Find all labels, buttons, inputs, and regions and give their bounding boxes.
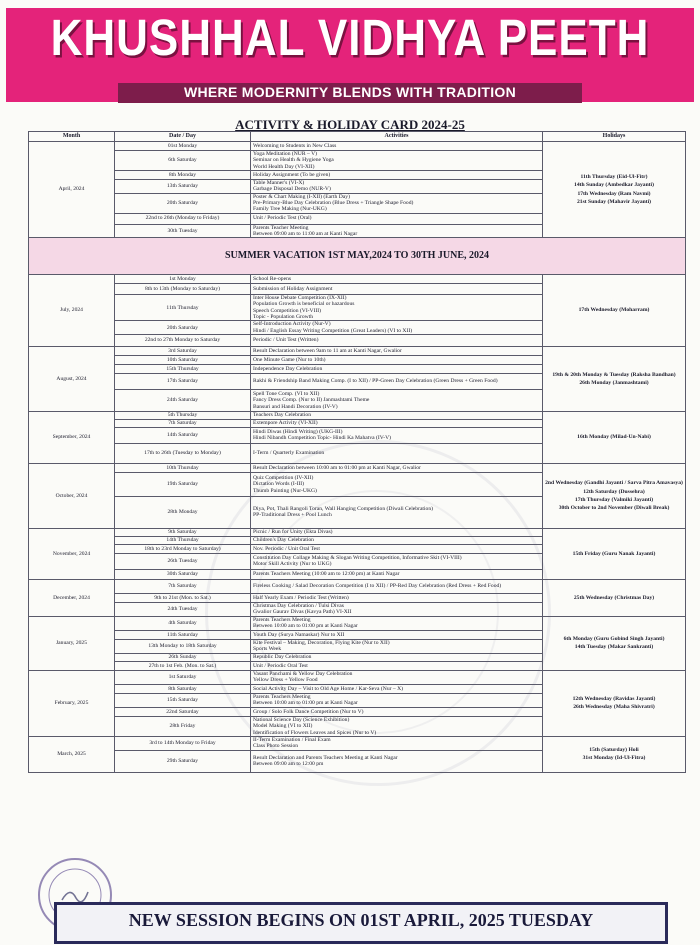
activity-line: Fireless Cooking / Salad Decoration Competition (I to XII) / PP-Red Day Celebration (Red Dress + Red Food)	[253, 583, 502, 590]
month-cell: January, 2025	[29, 616, 115, 670]
activity-cell	[251, 180, 543, 194]
activity-cell	[251, 295, 543, 321]
activity-cell	[251, 536, 543, 544]
date-cell: 17th to 26th (Tuesday to Monday)	[115, 443, 251, 463]
holiday-item: 17th Wednesday (Ram Navmi)	[577, 190, 651, 197]
activity-cell	[251, 443, 543, 463]
activity-cell	[251, 630, 543, 639]
activity-line: Spell Tone Comp. (VI to XII)	[253, 391, 320, 398]
date-cell: 30th Saturday	[115, 569, 251, 579]
activity-line: Group / Solo Folk Dance Competition (Nur to V)	[253, 708, 364, 715]
activity-line: Youth Day (Surya Namaskar) Nur to XII	[253, 631, 345, 638]
month-cell: April, 2024	[29, 142, 115, 238]
date-cell: 7th Saturday	[115, 579, 251, 593]
date-cell: 5th Thursday	[115, 411, 251, 419]
date-cell: 19th Saturday	[115, 472, 251, 496]
table-row	[29, 411, 686, 419]
activity-cell	[251, 427, 543, 443]
activity-line: Bansuri and Handi Decoration (IV-V)	[253, 403, 338, 410]
activity-cell	[251, 284, 543, 295]
month-cell: August, 2024	[29, 346, 115, 411]
activity-line: Gwalior Gaurav Divas (Kavya Path) VI-XII	[253, 609, 352, 616]
activity-cell	[251, 364, 543, 373]
date-cell: 28th Friday	[115, 716, 251, 736]
new-session-text: NEW SESSION BEGINS ON 01ST APRIL, 2025 TUESDAY	[128, 910, 594, 930]
date-cell: 4th Saturday	[115, 616, 251, 630]
activity-line: Quiz Competition (IV-XII)	[253, 475, 314, 482]
holiday-cell	[543, 275, 686, 347]
date-cell: 3rd to 14th Monday to Friday	[115, 736, 251, 750]
col-header-date: Date / Day	[115, 132, 251, 142]
holiday-item: 30th October to 2nd November (Diwali Break)	[558, 505, 670, 512]
activity-line: Periodic / Unit Test (Written)	[253, 337, 319, 344]
date-cell: 26th Tuesday	[115, 553, 251, 569]
activity-line: Thumb Painting (Nur-UKG)	[253, 487, 317, 494]
activity-line: Hindi Nibandh Competition Topic- Hindi Ka Mahatva (IV-V)	[253, 435, 392, 442]
summer-vacation-row	[29, 238, 686, 275]
date-cell: 8th to 13th (Monday to Saturday)	[115, 284, 251, 295]
activity-line: Family Tree Making (Nur-UKG)	[253, 206, 327, 213]
date-cell: 7th Saturday	[115, 419, 251, 427]
activity-cell	[251, 419, 543, 427]
table-row	[29, 463, 686, 472]
summer-vacation-text: SUMMER VACATION 1ST MAY,2024 TO 30TH JUNE, 2024	[29, 238, 686, 275]
activity-line: Seminar on Health & Hygiene Yoga	[253, 157, 334, 164]
holiday-item: 26th Wednesday (Maha Shivratri)	[573, 704, 655, 711]
table-header-row	[29, 132, 686, 142]
date-cell: 10th Thursday	[115, 463, 251, 472]
holiday-item: 15th Friday (Guru Nanak Jayanti)	[572, 550, 656, 557]
date-cell: 29th Saturday	[115, 750, 251, 772]
activity-cell	[251, 321, 543, 335]
activity-line: Submission of Holiday Assignment	[253, 286, 333, 293]
activity-line: School Re-opens	[253, 276, 292, 283]
date-cell: 24th Tuesday	[115, 602, 251, 616]
activity-line: Inter House Debate Competition (IX-XII)	[253, 295, 347, 302]
col-header-month: Month	[29, 132, 115, 142]
holiday-item: 16th Monday (Milad-Un-Nabi)	[577, 434, 651, 441]
activity-line: Unit / Periodic Oral Test	[253, 662, 308, 669]
month-cell: July, 2024	[29, 275, 115, 347]
holiday-item: 2nd Wednesday (Gandhi Jayanti / Sarva Pitra Amavasya)	[545, 480, 683, 487]
activity-cell	[251, 142, 543, 151]
activity-line: Children's Day Celebration	[253, 537, 314, 544]
activity-line: Result Declaration between 10:00 am to 01:00 pm at Kanti Nagar, Gwalior	[253, 464, 421, 471]
date-cell: 27th to 1st Feb. (Mon. to Sat.)	[115, 661, 251, 670]
activity-cell	[251, 579, 543, 593]
activity-line: Poster & Chart Making (I-XII) (Earth Day)	[253, 193, 350, 200]
activity-line: Motor Skill Activity (Nur to UKG)	[253, 561, 332, 568]
date-cell: 14th Saturday	[115, 427, 251, 443]
activity-cell	[251, 389, 543, 411]
activity-cell	[251, 373, 543, 389]
holiday-item: 15th (Saturday) Holi	[589, 747, 639, 754]
table-row	[29, 736, 686, 750]
tagline-bar	[118, 83, 582, 103]
activity-line: Nov. Periodic / Unit Oral Test	[253, 545, 320, 552]
activity-cell	[251, 171, 543, 180]
table-row	[29, 616, 686, 630]
activity-line: Between 09:00 am to 12:00 pm	[253, 761, 324, 768]
month-cell: December, 2024	[29, 579, 115, 616]
date-cell: 9th Saturday	[115, 528, 251, 536]
activity-line: PP-Traditional Dress + Pool Lunch	[253, 512, 332, 519]
table-row	[29, 142, 686, 151]
activity-line: Dictation Words (I-III)	[253, 481, 305, 488]
activity-cell	[251, 472, 543, 496]
activity-cell	[251, 670, 543, 684]
holiday-item: 26th Monday (Janmashtami)	[579, 379, 649, 386]
activity-line: Unit / Periodic Test (Oral)	[253, 215, 312, 222]
activity-cell	[251, 528, 543, 536]
school-header-banner	[6, 8, 694, 102]
activity-cell	[251, 213, 543, 224]
activity-line: Yoga Meditation (NUR – V)	[253, 151, 317, 158]
activity-cell	[251, 693, 543, 707]
activity-line: Republic Day Celebration	[253, 654, 312, 661]
activity-cell	[251, 355, 543, 364]
table-row	[29, 528, 686, 536]
holiday-item: 14th Sunday (Ambedkar Jayanti)	[574, 182, 654, 189]
date-cell: 01st Monday	[115, 142, 251, 151]
activity-cell	[251, 653, 543, 661]
activity-line: Picnic / Run for Unity (Ekta Divas)	[253, 529, 333, 536]
date-cell: 17th Saturday	[115, 373, 251, 389]
col-header-holidays: Holidays	[543, 132, 686, 142]
holiday-cell	[543, 411, 686, 463]
activity-cell	[251, 736, 543, 750]
activity-line: II-Term Examination / Final Exam	[253, 737, 331, 744]
activity-line: Constitution Day Collage Making & Slogan Writing Competition, Informative Skit (VI-VIII)	[253, 555, 462, 562]
date-cell: 6th Saturday	[115, 151, 251, 171]
date-cell: 30th Tuesday	[115, 224, 251, 238]
date-cell: 1st Monday	[115, 275, 251, 284]
holiday-item: 17th Thursday (Valmiki Jayanti)	[574, 496, 654, 503]
activity-cell	[251, 661, 543, 670]
holiday-item: 31st Monday (Id-Ul-Fitra)	[582, 755, 646, 762]
activity-line: Kite Festival – Making, Decoration, Flying Kite (Nur to XII)	[253, 640, 390, 647]
holiday-cell	[543, 616, 686, 670]
date-cell: 28th Monday	[115, 496, 251, 528]
activity-line: Self-Introduction Activity (Nur-V)	[253, 321, 331, 328]
month-cell: November, 2024	[29, 528, 115, 579]
holiday-cell	[543, 670, 686, 736]
activity-cell	[251, 707, 543, 716]
activity-line: One Minute Game (Nur to 10th)	[253, 356, 326, 363]
activity-line: Speech Competition (VI-VIII)	[253, 307, 322, 314]
activity-holiday-table	[28, 131, 686, 773]
activity-line: Christmas Day Celebration / Tulsi Divas	[253, 603, 344, 610]
activity-line: Identification of Flowers Leaves and Spices (Nur to V)	[253, 729, 377, 736]
activity-cell	[251, 275, 543, 284]
activity-line: Between 09:00 am to 11:00 am at Kanti Nagar	[253, 230, 358, 237]
holiday-item: 14th Tuesday (Makar Sankranti)	[574, 644, 654, 651]
date-cell: 15th Thursday	[115, 364, 251, 373]
activity-cell	[251, 593, 543, 602]
activity-cell	[251, 346, 543, 355]
activity-line: Hindi / English Essay Writing Competition (Great Leaders) (VI to XII)	[253, 327, 413, 334]
activity-line: Holiday Assignment (To be given)	[253, 171, 331, 178]
school-name: KHUSHHAL VIDHYA PEETH	[50, 10, 650, 67]
activity-line: Welcoming to Students in New Class	[253, 142, 337, 149]
holiday-item: 17th Wednesday (Moharram)	[578, 307, 650, 314]
holiday-item: 12th Wednesday (Ravidas Jayanti)	[572, 696, 656, 703]
month-cell: October, 2024	[29, 463, 115, 528]
holiday-item: 25th Wednesday (Christmas Day)	[573, 594, 655, 601]
activity-line: Half Yearly Exam / Periodic Test (Written)	[253, 594, 349, 601]
date-cell: 13th Monday to 18th Saturday	[115, 639, 251, 653]
activity-line: I-Term / Quarterly Examination	[253, 450, 325, 457]
date-cell: 20th Saturday	[115, 321, 251, 335]
activity-line: Parents Teacher Meeting	[253, 224, 309, 231]
month-cell: September, 2024	[29, 411, 115, 463]
activity-cell	[251, 750, 543, 772]
activity-line: National Science Day (Science Exhibition)	[253, 717, 350, 724]
month-cell: March, 2025	[29, 736, 115, 772]
table-row	[29, 346, 686, 355]
activity-cell	[251, 411, 543, 419]
activity-line: Table Manner's (VI-X)	[253, 180, 305, 186]
activity-line: Rakhi & Friendship Band Making Comp. (I to XII) / PP-Green Day Celebration (Green Dress + Green Food)	[253, 378, 498, 385]
activity-line: Parents Teachers Meeting	[253, 694, 311, 701]
activity-cell	[251, 684, 543, 693]
activity-line: Population Growth is beneficial or hazardous	[253, 301, 355, 308]
activity-line: Topic - Population Growth	[253, 314, 314, 321]
date-cell: 22nd to 26th (Monday to Friday)	[115, 213, 251, 224]
activity-cell	[251, 496, 543, 528]
activity-line: Between 10:00 am to 01:00 pm at Kanti Nagar	[253, 623, 358, 630]
activity-line: World Health Day (VI-XII)	[253, 163, 315, 170]
activity-cell	[251, 544, 543, 553]
table-row	[29, 579, 686, 593]
holiday-cell	[543, 528, 686, 579]
activity-cell	[251, 716, 543, 736]
activity-cell	[251, 569, 543, 579]
activity-line: Between 10:00 am to 01:00 pm at Kanti Nagar	[253, 700, 358, 707]
activity-cell	[251, 193, 543, 213]
activity-cell	[251, 224, 543, 238]
date-cell: 14th Thursday	[115, 536, 251, 544]
activity-line: Parents Teachers Meeting (10:00 am to 12:00 pm) at Kanti Nagar	[253, 571, 400, 578]
holiday-item: 21st Sunday (Mahavir Jayanti)	[576, 198, 652, 205]
activity-cell	[251, 151, 543, 171]
card-title: ACTIVITY & HOLIDAY CARD 2024-25	[235, 117, 465, 132]
date-cell: 22nd to 27th Monday to Saturday	[115, 334, 251, 346]
activity-line: Class Photo Session	[253, 743, 299, 750]
new-session-banner	[54, 902, 668, 944]
date-cell: 24th Saturday	[115, 389, 251, 411]
date-cell: 11th Thursday	[115, 295, 251, 321]
activity-line: Model Making (VI to XII)	[253, 723, 313, 730]
activity-line: Diya, Pot, Thali Rangoli Toran, Wall Hanging Competition (Diwali Celebration)	[253, 506, 433, 513]
activity-line: Result Declaration between 9am to 11 am at Kanti Nagar, Gwalior	[253, 347, 402, 354]
holiday-item: 19th & 20th Monday & Tuesday (Raksha Bandhan)	[552, 371, 676, 378]
activity-line: Independence Day Celebration	[253, 365, 323, 372]
activity-line: Result Declaration and Parents Teachers Meeting at Kanti Nagar	[253, 755, 398, 762]
activity-cell	[251, 463, 543, 472]
date-cell: 9th to 21st (Mon. to Sat.)	[115, 593, 251, 602]
table-row	[29, 275, 686, 284]
activity-cell	[251, 553, 543, 569]
holiday-item: 11th Thursday (Eid-Ul-Fitr)	[580, 174, 648, 180]
month-cell: February, 2025	[29, 670, 115, 736]
holiday-item: 6th Monday (Guru Gobind Singh Jayanti)	[563, 636, 665, 643]
activity-cell	[251, 602, 543, 616]
holiday-cell	[543, 579, 686, 616]
date-cell: 13th Saturday	[115, 180, 251, 194]
col-header-activities: Activities	[251, 132, 543, 142]
date-cell: 11th Saturday	[115, 630, 251, 639]
date-cell: 18th to 23rd Monday to Saturday)	[115, 544, 251, 553]
activity-line: Extempore Activity (VI-XII)	[253, 420, 318, 427]
date-cell: 26th Sunday	[115, 653, 251, 661]
school-tagline: WHERE MODERNITY BLENDS WITH TRADITION	[183, 84, 517, 100]
holiday-cell	[543, 463, 686, 528]
activity-cell	[251, 639, 543, 653]
table-row	[29, 670, 686, 684]
date-cell: 1st Saturday	[115, 670, 251, 684]
date-cell: 8th Saturday	[115, 684, 251, 693]
date-cell: 3rd Saturday	[115, 346, 251, 355]
activity-line: Fancy Dress Comp. (Nur to II) Janmashtami Theme	[253, 397, 370, 404]
date-cell: 15th Saturday	[115, 693, 251, 707]
activity-line: Teachers Day Celebration	[253, 412, 312, 419]
date-cell: 8th Monday	[115, 171, 251, 180]
activity-line: Sports Week	[253, 646, 282, 653]
date-cell: 22nd Saturday	[115, 707, 251, 716]
holiday-cell	[543, 736, 686, 772]
activity-cell	[251, 616, 543, 630]
holiday-cell	[543, 346, 686, 411]
date-cell: 20th Saturday	[115, 193, 251, 213]
activity-line: Yellow Dress + Yellow Food	[253, 677, 318, 684]
activity-line: Garbage Disposal Demo (NUR-V)	[253, 186, 331, 193]
activity-cell	[251, 334, 543, 346]
activity-line: Pre-Primary-Blue Day Celebration (Blue Dress + Triangle Shape Food)	[253, 199, 414, 206]
activity-line: Parents Teachers Meeting	[253, 617, 311, 624]
holiday-item: 12th Saturday (Dussehra)	[583, 488, 645, 495]
activity-line: Social Activity Day – Visit to Old Age Home / Kar-Seva (Nur – X)	[253, 685, 403, 692]
date-cell: 10th Saturday	[115, 355, 251, 364]
activity-line: Hindi Diwas (Hindi Writing) (UKG-III)	[253, 429, 343, 436]
activity-line: Vasant Panchami & Yellow Day Celebration	[253, 671, 353, 678]
holiday-cell	[543, 142, 686, 238]
